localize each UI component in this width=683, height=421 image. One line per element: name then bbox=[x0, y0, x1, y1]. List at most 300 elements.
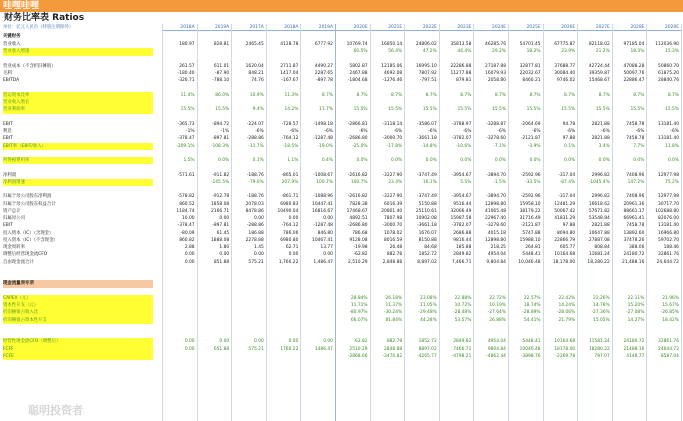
table-cell[interactable]: -6% bbox=[635, 129, 645, 135]
row-label[interactable] bbox=[3, 237, 153, 244]
table-cell[interactable]: -209.1% bbox=[176, 143, 195, 149]
table-cell[interactable]: -3782.07 bbox=[451, 223, 472, 229]
table-cell[interactable]: -19.0% bbox=[317, 143, 333, 149]
table-cell[interactable]: 9746.02 bbox=[557, 78, 576, 84]
table-cell[interactable]: -224.07 bbox=[246, 121, 264, 127]
table-cell[interactable]: 11.3% bbox=[284, 92, 299, 98]
table-cell[interactable]: 10,046.48 bbox=[518, 259, 541, 265]
table-cell[interactable]: 10164.68 bbox=[554, 339, 576, 345]
table-cell[interactable]: 15.5% bbox=[388, 107, 403, 113]
table-cell[interactable] bbox=[162, 295, 197, 302]
table-cell[interactable]: 16966.80 bbox=[658, 230, 679, 236]
table-cell[interactable]: 1760.22 bbox=[280, 346, 299, 352]
table-cell[interactable]: 22.88% bbox=[454, 295, 472, 301]
table-cell[interactable]: 97.88 bbox=[562, 223, 576, 229]
table-cell[interactable] bbox=[473, 99, 508, 106]
table-cell[interactable]: 808.84 bbox=[594, 245, 610, 251]
table-cell[interactable]: -2269.78 bbox=[555, 353, 576, 359]
table-cell[interactable]: 26.48 bbox=[389, 245, 403, 251]
table-cell[interactable]: -3227.90 bbox=[382, 194, 403, 200]
table-cell[interactable]: 860.52 bbox=[179, 201, 195, 207]
table-cell[interactable] bbox=[197, 317, 232, 324]
table-cell[interactable] bbox=[300, 353, 335, 360]
table-cell[interactable]: 261.57 bbox=[179, 63, 195, 69]
table-cell[interactable]: 11.8% bbox=[665, 143, 679, 149]
table-cell[interactable]: -6% bbox=[255, 129, 264, 135]
table-cell[interactable]: 8587.04 bbox=[660, 353, 679, 359]
table-cell[interactable]: 13.77 bbox=[320, 245, 333, 251]
table-cell[interactable]: -3278.60 bbox=[486, 223, 506, 229]
table-cell[interactable]: 786.06 bbox=[283, 230, 299, 236]
table-cell[interactable]: 15.20% bbox=[627, 303, 645, 309]
table-cell[interactable]: 21488.16 bbox=[623, 346, 645, 352]
table-cell[interactable]: 20801.40 bbox=[381, 208, 403, 214]
row-label[interactable] bbox=[3, 63, 153, 70]
table-cell[interactable]: -1287.48 bbox=[313, 223, 333, 229]
table-cell[interactable]: -894.72 bbox=[212, 121, 230, 127]
table-cell[interactable] bbox=[162, 302, 197, 309]
table-cell[interactable] bbox=[197, 353, 232, 360]
table-cell[interactable]: 24806.02 bbox=[415, 42, 437, 48]
table-cell[interactable]: -1045.4% bbox=[588, 179, 610, 185]
table-cell[interactable]: 28.84% bbox=[350, 295, 368, 301]
table-cell[interactable] bbox=[197, 309, 232, 316]
table-cell[interactable] bbox=[266, 48, 301, 55]
row-label[interactable] bbox=[3, 317, 153, 324]
table-cell[interactable]: 5.5% bbox=[460, 179, 472, 185]
table-cell[interactable]: 8.7% bbox=[564, 92, 576, 98]
table-cell[interactable]: -62.82 bbox=[353, 339, 368, 345]
table-cell[interactable]: 28840.76 bbox=[658, 78, 679, 84]
table-cell[interactable]: -28.89% bbox=[522, 310, 541, 316]
table-cell[interactable]: -764.12 bbox=[281, 223, 299, 229]
row-label[interactable] bbox=[3, 164, 153, 171]
table-cell[interactable]: 0.00 bbox=[254, 252, 264, 258]
table-cell[interactable]: 9128.08 bbox=[349, 237, 368, 243]
table-cell[interactable]: 7458.78 bbox=[626, 136, 645, 142]
table-cell[interactable]: -728.57 bbox=[281, 121, 299, 127]
table-cell[interactable]: -17.8% bbox=[386, 143, 403, 149]
table-cell[interactable]: 9816.44 bbox=[453, 237, 472, 243]
table-cell[interactable]: 207.9% bbox=[281, 179, 299, 185]
table-cell[interactable] bbox=[197, 99, 232, 106]
table-cell[interactable] bbox=[197, 48, 232, 55]
table-cell[interactable]: -865.01 bbox=[281, 172, 299, 178]
table-cell[interactable]: 30084.40 bbox=[554, 71, 576, 77]
column-header-2017A[interactable]: 2017A bbox=[231, 24, 266, 31]
table-cell[interactable]: -3661.18 bbox=[417, 223, 437, 229]
table-cell[interactable]: 0.00 bbox=[254, 339, 264, 345]
table-cell[interactable]: 22.57% bbox=[523, 295, 541, 301]
table-cell[interactable] bbox=[577, 99, 612, 106]
table-cell[interactable]: 4954.04 bbox=[487, 339, 506, 345]
table-cell[interactable]: 10490.04 bbox=[277, 208, 299, 214]
table-cell[interactable]: 8.7% bbox=[321, 92, 333, 98]
table-cell[interactable]: 15988.10 bbox=[519, 237, 541, 243]
table-cell[interactable]: -3278.60 bbox=[486, 136, 506, 142]
table-cell[interactable]: 53.57% bbox=[454, 317, 472, 323]
table-cell[interactable]: 4892.51 bbox=[349, 216, 368, 222]
row-label[interactable] bbox=[3, 353, 153, 360]
table-cell[interactable]: 2686.88 bbox=[453, 230, 472, 236]
table-cell[interactable]: 4490.27 bbox=[314, 63, 333, 69]
column-header-2019A[interactable]: 2019A bbox=[197, 24, 232, 31]
table-cell[interactable]: 17468.67 bbox=[346, 208, 368, 214]
table-cell[interactable]: -87.4% bbox=[559, 179, 576, 185]
column-header-2019A[interactable]: 2019A bbox=[300, 24, 335, 31]
table-cell[interactable] bbox=[266, 295, 301, 302]
row-label[interactable] bbox=[3, 99, 153, 106]
table-cell[interactable]: 2287.65 bbox=[314, 71, 333, 77]
table-cell[interactable]: 10.9% bbox=[249, 92, 264, 98]
row-label[interactable] bbox=[3, 150, 153, 157]
table-cell[interactable]: -26.85% bbox=[660, 310, 679, 316]
table-cell[interactable] bbox=[162, 317, 197, 324]
table-cell[interactable]: -6% bbox=[462, 129, 472, 135]
table-cell[interactable]: 12898.80 bbox=[485, 201, 506, 207]
table-cell[interactable] bbox=[231, 353, 266, 360]
table-cell[interactable]: 8.7% bbox=[425, 92, 437, 98]
table-cell[interactable]: 0.1% bbox=[252, 158, 264, 164]
table-cell[interactable]: 22967.40 bbox=[485, 216, 506, 222]
table-cell[interactable]: 15.05% bbox=[593, 317, 610, 323]
table-cell[interactable]: 16816.67 bbox=[312, 208, 333, 214]
table-cell[interactable]: 27187.88 bbox=[485, 63, 506, 69]
table-cell[interactable]: 10164.68 bbox=[554, 252, 576, 258]
table-cell[interactable]: 22.42% bbox=[558, 295, 576, 301]
table-cell[interactable]: -1.5% bbox=[493, 179, 506, 185]
table-cell[interactable]: 1888.08 bbox=[211, 237, 230, 243]
table-cell[interactable]: 0.1% bbox=[564, 143, 576, 149]
row-label[interactable] bbox=[3, 114, 153, 121]
table-cell[interactable]: 15.5% bbox=[595, 107, 610, 113]
table-cell[interactable]: 18.2% bbox=[526, 49, 541, 55]
table-cell[interactable]: 1,760.22 bbox=[278, 259, 299, 265]
table-cell[interactable]: 18178.00 bbox=[554, 346, 576, 352]
table-cell[interactable]: 848.21 bbox=[248, 71, 264, 77]
table-cell[interactable]: 186.88 bbox=[248, 230, 264, 236]
table-cell[interactable]: 1078.02 bbox=[384, 230, 403, 236]
table-cell[interactable]: 8.7% bbox=[529, 92, 541, 98]
table-cell[interactable]: 23.08% bbox=[420, 295, 437, 301]
table-cell[interactable]: 11.05% bbox=[420, 303, 437, 309]
table-cell[interactable]: -14.8% bbox=[421, 143, 437, 149]
table-cell[interactable]: 651.88 bbox=[213, 346, 230, 352]
table-cell[interactable]: -4862.44 bbox=[486, 353, 506, 359]
table-cell[interactable]: 0.0% bbox=[633, 158, 645, 164]
table-cell[interactable]: 16995.10 bbox=[415, 63, 437, 69]
table-cell[interactable]: 15.5% bbox=[561, 107, 576, 113]
table-cell[interactable]: 23.4% bbox=[388, 179, 403, 185]
table-cell[interactable]: 74.76 bbox=[251, 78, 264, 84]
table-cell[interactable]: -6% bbox=[324, 129, 333, 135]
table-cell[interactable]: 32861.76 bbox=[658, 252, 679, 258]
table-cell[interactable] bbox=[266, 353, 301, 360]
table-cell[interactable]: 5150.88 bbox=[418, 201, 437, 207]
table-cell[interactable]: -6% bbox=[359, 129, 368, 135]
column-header-2022E[interactable]: 2022E bbox=[404, 24, 439, 31]
table-cell[interactable]: 1858.08 bbox=[211, 201, 230, 207]
table-cell[interactable]: 18.74% bbox=[523, 303, 541, 309]
table-cell[interactable]: 2821.88 bbox=[591, 223, 610, 229]
table-cell[interactable]: -19.98 bbox=[353, 245, 368, 251]
table-cell[interactable]: -1% bbox=[186, 129, 195, 135]
table-cell[interactable]: -6% bbox=[289, 129, 299, 135]
table-cell[interactable]: 8.7% bbox=[356, 92, 368, 98]
table-cell[interactable] bbox=[612, 99, 647, 106]
table-cell[interactable]: 1676.07 bbox=[418, 230, 437, 236]
table-cell[interactable]: -18.5% bbox=[282, 143, 299, 149]
column-header-2018A[interactable]: 2018A bbox=[162, 24, 197, 31]
column-header-2018A[interactable]: 2018A bbox=[266, 24, 301, 31]
table-cell[interactable]: 102688.80 bbox=[655, 208, 679, 214]
table-cell[interactable]: 13181.40 bbox=[658, 136, 679, 142]
table-cell[interactable] bbox=[300, 309, 335, 316]
table-cell[interactable]: 47088.28 bbox=[623, 63, 645, 69]
table-cell[interactable]: 882.78 bbox=[386, 339, 403, 345]
table-cell[interactable]: 7828.38 bbox=[349, 201, 368, 207]
table-cell[interactable]: 84.68 bbox=[424, 245, 437, 251]
table-cell[interactable]: 11277.88 bbox=[450, 71, 472, 77]
table-cell[interactable]: -1804.68 bbox=[347, 78, 368, 84]
column-header-2024E[interactable]: 2024E bbox=[473, 24, 508, 31]
table-cell[interactable]: -578.82 bbox=[177, 194, 195, 200]
row-label[interactable] bbox=[3, 244, 153, 251]
row-label[interactable] bbox=[3, 346, 153, 353]
table-cell[interactable]: -25.0% bbox=[352, 143, 368, 149]
table-cell[interactable]: -6% bbox=[393, 129, 403, 135]
table-cell[interactable]: 6016.39 bbox=[384, 201, 403, 207]
table-cell[interactable]: 1486.47 bbox=[314, 346, 333, 352]
table-cell[interactable]: 2821.88 bbox=[591, 136, 610, 142]
table-cell[interactable]: 8.7% bbox=[598, 92, 610, 98]
table-cell[interactable]: -6% bbox=[428, 129, 437, 135]
table-cell[interactable]: 61875.20 bbox=[658, 71, 679, 77]
table-cell[interactable]: 44.4% bbox=[457, 49, 472, 55]
table-cell[interactable]: 10467.41 bbox=[312, 237, 333, 243]
table-cell[interactable]: 24644.72 bbox=[658, 346, 679, 352]
table-cell[interactable]: -188.76 bbox=[246, 172, 264, 178]
table-cell[interactable]: 97185.04 bbox=[623, 42, 645, 48]
table-cell[interactable]: 15.5% bbox=[180, 107, 195, 113]
table-cell[interactable]: 0.00 bbox=[184, 252, 195, 258]
table-cell[interactable]: 12185.06 bbox=[381, 63, 403, 69]
row-label[interactable] bbox=[3, 331, 153, 338]
row-label[interactable] bbox=[3, 41, 153, 48]
table-cell[interactable]: 54701.45 bbox=[519, 42, 541, 48]
table-cell[interactable]: 2166.71 bbox=[211, 208, 230, 214]
table-cell[interactable]: -1088.96 bbox=[313, 194, 333, 200]
table-cell[interactable]: 0.0% bbox=[425, 158, 437, 164]
table-cell[interactable]: 4148.77 bbox=[626, 353, 645, 359]
table-cell[interactable]: 16.1% bbox=[422, 179, 437, 185]
table-cell[interactable]: -2121.87 bbox=[520, 136, 541, 142]
table-cell[interactable]: 66.07% bbox=[350, 317, 368, 323]
table-cell[interactable]: 2996.82 bbox=[591, 172, 610, 178]
table-cell[interactable]: 5448.41 bbox=[522, 339, 541, 345]
column-header-2029E[interactable]: 2029E bbox=[646, 24, 681, 31]
table-cell[interactable]: 882.78 bbox=[386, 252, 403, 258]
table-cell[interactable] bbox=[300, 48, 335, 55]
table-cell[interactable]: -365.73 bbox=[177, 121, 195, 127]
table-cell[interactable]: -79.0% bbox=[248, 179, 264, 185]
table-cell[interactable]: 53548.84 bbox=[588, 216, 610, 222]
row-label[interactable] bbox=[3, 208, 153, 215]
table-cell[interactable]: -2866.81 bbox=[347, 121, 368, 127]
table-cell[interactable]: 9,804.84 bbox=[486, 259, 506, 265]
table-cell[interactable]: 0.0% bbox=[494, 158, 506, 164]
row-label[interactable] bbox=[3, 230, 153, 237]
table-cell[interactable]: 35813.58 bbox=[450, 42, 472, 48]
table-cell[interactable]: 24180.72 bbox=[623, 252, 645, 258]
table-cell[interactable]: 21,488.16 bbox=[622, 259, 645, 265]
column-header-2028E[interactable]: 2028E bbox=[612, 24, 647, 31]
column-header-2020E[interactable]: 2020E bbox=[335, 24, 370, 31]
table-cell[interactable]: -2064.69 bbox=[520, 121, 541, 127]
table-cell[interactable]: 218.25 bbox=[490, 245, 506, 251]
table-cell[interactable]: 11.4% bbox=[180, 92, 195, 98]
row-label[interactable] bbox=[3, 193, 153, 200]
table-cell[interactable]: 4692.08 bbox=[384, 71, 403, 77]
table-cell[interactable]: 14.24% bbox=[558, 303, 576, 309]
table-cell[interactable]: 0.0% bbox=[598, 158, 610, 164]
table-cell[interactable]: 5747.88 bbox=[522, 230, 541, 236]
table-cell[interactable]: 0.00 bbox=[323, 252, 333, 258]
table-cell[interactable]: -3.9% bbox=[527, 143, 541, 149]
table-cell[interactable]: 50067.42 bbox=[554, 208, 576, 214]
row-label[interactable] bbox=[3, 48, 153, 55]
table-cell[interactable]: 0.0% bbox=[529, 158, 541, 164]
table-cell[interactable]: 30717.70 bbox=[658, 201, 679, 207]
table-cell[interactable]: 94.78 bbox=[562, 121, 576, 127]
table-cell[interactable]: -180.40 bbox=[177, 71, 195, 77]
table-cell[interactable]: -2616.82 bbox=[347, 172, 368, 178]
table-cell[interactable]: 1852.72 bbox=[418, 339, 437, 345]
table-cell[interactable]: -27.08% bbox=[626, 310, 645, 316]
table-cell[interactable] bbox=[231, 309, 266, 316]
table-cell[interactable]: -3954.67 bbox=[451, 194, 472, 200]
table-cell[interactable]: 0.00 bbox=[219, 216, 230, 222]
table-cell[interactable] bbox=[300, 99, 335, 106]
table-cell[interactable]: 26.88% bbox=[489, 317, 506, 323]
table-cell[interactable]: 16618.62 bbox=[588, 201, 610, 207]
table-cell[interactable]: -145.5% bbox=[210, 179, 230, 185]
table-cell[interactable]: -2686.80 bbox=[347, 223, 368, 229]
table-cell[interactable]: -3954.67 bbox=[451, 172, 472, 178]
table-cell[interactable]: 1.5% bbox=[183, 158, 195, 164]
table-cell[interactable]: -27.64% bbox=[487, 310, 506, 316]
table-cell[interactable]: 29.2% bbox=[492, 49, 506, 55]
row-label[interactable] bbox=[3, 128, 153, 135]
table-cell[interactable]: -28.48% bbox=[453, 310, 472, 316]
table-cell[interactable]: 27887.08 bbox=[588, 237, 610, 243]
table-cell[interactable] bbox=[300, 302, 335, 309]
table-cell[interactable]: -11.7% bbox=[248, 143, 264, 149]
table-cell[interactable]: -1276.46 bbox=[382, 78, 403, 84]
row-label[interactable] bbox=[3, 295, 153, 302]
table-cell[interactable]: -3661.18 bbox=[417, 136, 437, 142]
table-cell[interactable]: -62.82 bbox=[353, 252, 368, 258]
table-cell[interactable]: 2711.87 bbox=[280, 63, 299, 69]
table-cell[interactable]: 18.3% bbox=[630, 49, 645, 55]
table-cell[interactable]: 0.00 bbox=[323, 339, 333, 345]
table-cell[interactable]: 22866.79 bbox=[554, 237, 576, 243]
table-cell[interactable]: 2848.88 bbox=[384, 346, 403, 352]
table-cell[interactable]: 16850.14 bbox=[381, 42, 403, 48]
table-cell[interactable]: 57671.82 bbox=[588, 208, 610, 214]
table-cell[interactable] bbox=[197, 302, 232, 309]
table-cell[interactable]: 42724.44 bbox=[588, 63, 610, 69]
table-cell[interactable]: 24180.72 bbox=[623, 339, 645, 345]
table-cell[interactable]: 22.26% bbox=[593, 295, 610, 301]
table-cell[interactable]: 22.72% bbox=[489, 295, 506, 301]
table-cell[interactable] bbox=[439, 99, 474, 106]
column-header-2023E[interactable]: 2023E bbox=[439, 24, 474, 31]
table-cell[interactable]: 13181.40 bbox=[658, 121, 679, 127]
table-cell[interactable]: 7.7% bbox=[633, 143, 645, 149]
table-cell[interactable]: 0.0% bbox=[460, 158, 472, 164]
table-cell[interactable]: 21.96% bbox=[662, 295, 679, 301]
table-cell[interactable]: -7.1% bbox=[493, 143, 506, 149]
table-cell[interactable]: 7408.96 bbox=[626, 194, 645, 200]
table-cell[interactable] bbox=[231, 99, 266, 106]
column-header-2025E[interactable]: 2025E bbox=[508, 24, 543, 31]
table-cell[interactable]: 10.72% bbox=[454, 303, 472, 309]
row-label[interactable] bbox=[3, 273, 153, 280]
table-cell[interactable]: -897.81 bbox=[212, 136, 230, 142]
table-cell[interactable]: -897.81 bbox=[212, 223, 230, 229]
table-cell[interactable]: 15.5% bbox=[492, 107, 506, 113]
table-cell[interactable]: -317.04 bbox=[558, 172, 576, 178]
row-label[interactable] bbox=[3, 302, 153, 309]
table-cell[interactable]: -3894.70 bbox=[486, 172, 506, 178]
table-cell[interactable]: 6980.80 bbox=[280, 237, 299, 243]
table-cell[interactable]: 15.5% bbox=[665, 107, 679, 113]
table-cell[interactable]: 86.0% bbox=[215, 92, 230, 98]
row-label[interactable] bbox=[3, 85, 153, 92]
table-cell[interactable]: 4954.04 bbox=[487, 252, 506, 258]
table-cell[interactable]: 0.00 bbox=[323, 216, 333, 222]
table-cell[interactable]: -788.10 bbox=[212, 78, 230, 84]
table-cell[interactable]: 2849.82 bbox=[453, 252, 472, 258]
table-cell[interactable]: -10.6% bbox=[455, 143, 472, 149]
table-cell[interactable]: 7807.92 bbox=[418, 71, 437, 77]
table-cell[interactable]: 0.0% bbox=[667, 158, 679, 164]
table-cell[interactable]: 6777.92 bbox=[314, 42, 333, 48]
table-cell[interactable]: 1852.72 bbox=[418, 252, 437, 258]
row-label[interactable] bbox=[3, 135, 153, 142]
table-cell[interactable]: 7458.78 bbox=[626, 121, 645, 127]
table-cell[interactable]: -87.90 bbox=[215, 71, 230, 77]
table-cell[interactable]: 185.88 bbox=[456, 245, 472, 251]
row-label[interactable] bbox=[3, 266, 153, 273]
table-cell[interactable]: 8478.86 bbox=[245, 208, 264, 214]
table-cell[interactable]: 11581.24 bbox=[588, 339, 610, 345]
table-cell[interactable]: 37478.26 bbox=[623, 237, 645, 243]
table-cell[interactable]: -2616.82 bbox=[347, 194, 368, 200]
table-cell[interactable] bbox=[300, 317, 335, 324]
table-cell[interactable]: 10.00 bbox=[182, 216, 195, 222]
table-cell[interactable]: -571.61 bbox=[177, 172, 195, 178]
table-cell[interactable]: 1.45 bbox=[254, 245, 264, 251]
table-cell[interactable]: 180.97 bbox=[179, 42, 195, 48]
row-label[interactable] bbox=[3, 56, 153, 63]
row-label[interactable] bbox=[3, 172, 153, 179]
table-cell[interactable]: 8016.59 bbox=[384, 237, 403, 243]
row-label[interactable] bbox=[3, 324, 153, 331]
table-cell[interactable]: 54.41% bbox=[523, 317, 541, 323]
table-cell[interactable]: 879.81 bbox=[456, 78, 472, 84]
